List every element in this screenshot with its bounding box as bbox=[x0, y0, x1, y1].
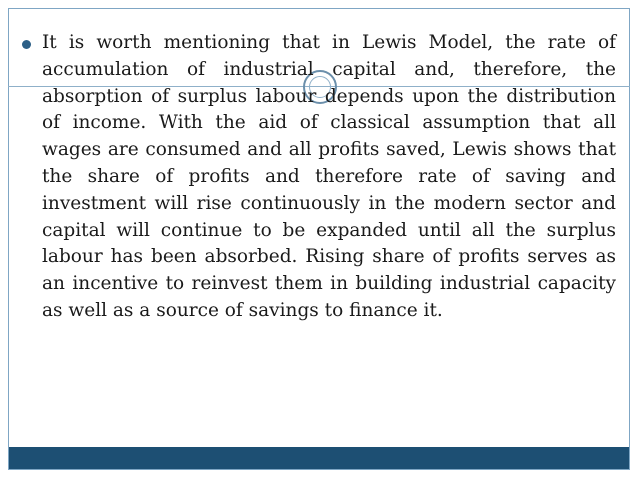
bullet-item bbox=[22, 30, 616, 325]
bullet-text: It is worth mentioning that in Lewis Model, the rate of accumulation of industrial capital and, therefore, the absorption of surplus labour depends upon the distribution of income. With the aid of classical assumption that all wages are consumed and all profits saved, Lewis shows that the share of profits and therefore rate of saving and investment will rise continuously in the modern sector and capital will continue to be expanded until all the surplus labour has been absorbed. Rising share of profits serves as an incentive to reinvest them in building industrial capacity as well as a source of savings to finance it. bbox=[42, 32, 616, 321]
bullet-icon bbox=[22, 40, 31, 49]
slide-content bbox=[22, 30, 616, 325]
footer-bar bbox=[9, 447, 629, 469]
